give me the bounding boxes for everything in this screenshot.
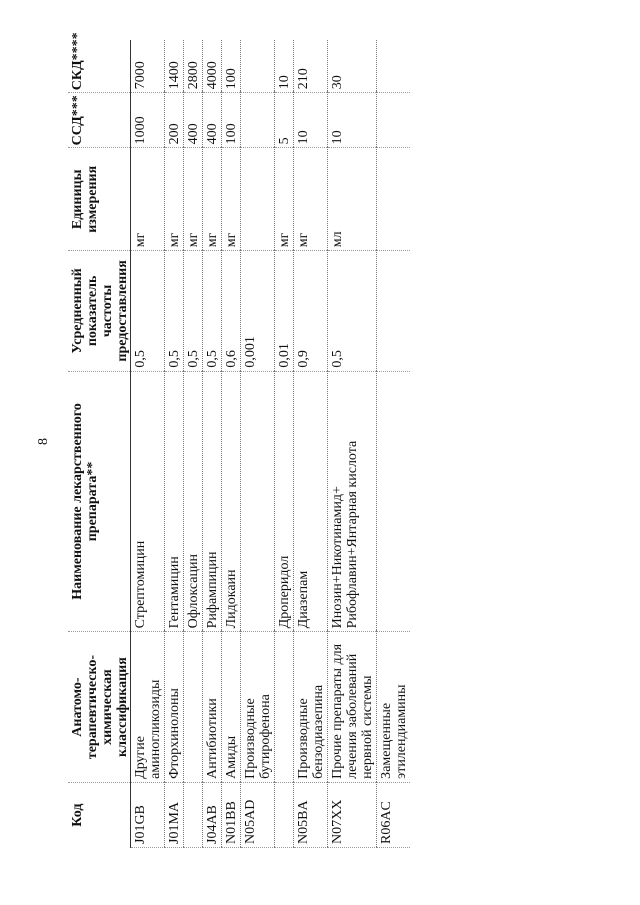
cell-frequency: 0,5 [328, 251, 377, 371]
cell-code [275, 782, 294, 847]
table-row [377, 40, 411, 848]
cell-ssd: 400 [184, 93, 203, 148]
cell-frequency: 0,5 [131, 251, 165, 371]
cell-skd [241, 40, 275, 93]
cell-frequency: 0,6 [222, 251, 241, 371]
drug-table [68, 32, 410, 848]
cell-skd: 1400 [165, 40, 184, 93]
cell-ssd: 1000 [131, 93, 165, 148]
cell-unit [241, 148, 275, 251]
cell-frequency: 0,5 [203, 251, 222, 371]
cell-classification: Другие аминогликозиды [131, 632, 165, 782]
cell-unit: мг [203, 148, 222, 251]
cell-unit: мг [275, 148, 294, 251]
header-ssd: ССД*** [68, 93, 131, 148]
cell-skd: 210 [294, 40, 328, 93]
rotated-page-content [68, 32, 568, 848]
table-row [222, 40, 241, 848]
cell-skd: 10 [275, 40, 294, 93]
cell-frequency [377, 251, 411, 371]
cell-code: N05AD [241, 782, 275, 847]
cell-drug: Стрептомицин [131, 371, 165, 632]
cell-drug: Офлоксацин [184, 371, 203, 632]
cell-skd: 2800 [184, 40, 203, 93]
cell-drug: Дроперидол [275, 371, 294, 632]
header-classification: Анатомо-терапевтическо-химическая классификация [68, 632, 131, 782]
cell-code: J01MA [165, 782, 184, 847]
table-row [328, 40, 377, 848]
cell-unit: мг [184, 148, 203, 251]
table-header-row [68, 40, 131, 848]
cell-drug: Гентамицин [165, 371, 184, 632]
table-row [294, 40, 328, 848]
cell-unit: мг [131, 148, 165, 251]
cell-code: N07XX [328, 782, 377, 847]
cell-skd: 7000 [131, 40, 165, 93]
cell-classification: Производные бензодиазепина [294, 632, 328, 782]
cell-ssd: 200 [165, 93, 184, 148]
header-drug: Наименование лекарственного препарата** [68, 371, 131, 632]
cell-frequency: 0,5 [165, 251, 184, 371]
cell-ssd [377, 93, 411, 148]
cell-classification: Амиды [222, 632, 241, 782]
cell-code: R06AC [377, 782, 411, 847]
cell-ssd: 10 [328, 93, 377, 148]
cell-drug: Инозин+Никотинамид+ Рибофлавин+Янтарная кислота [328, 371, 377, 632]
cell-skd: 30 [328, 40, 377, 93]
cell-unit: мл [328, 148, 377, 251]
cell-code: J04AB [203, 782, 222, 847]
cell-classification: Замещенные этилендиамины [377, 632, 411, 782]
table-row [165, 40, 184, 848]
cell-drug [377, 371, 411, 632]
page-number: 8 [36, 438, 51, 445]
cell-ssd: 100 [222, 93, 241, 148]
cell-code: J01GB [131, 782, 165, 847]
cell-skd [377, 40, 411, 93]
cell-drug: Диазепам [294, 371, 328, 632]
cell-classification: Прочие препараты для лечения заболеваний нервной системы [328, 632, 377, 782]
header-frequency: Усредненный показатель частоты предоставления [68, 251, 131, 371]
header-unit: Единицы измерения [68, 148, 131, 251]
cell-classification [184, 632, 203, 782]
cell-code [184, 782, 203, 847]
cell-code: N05BA [294, 782, 328, 847]
cell-ssd: 5 [275, 93, 294, 148]
cell-unit: мг [165, 148, 184, 251]
cell-classification [275, 632, 294, 782]
cell-ssd: 10 [294, 93, 328, 148]
cell-unit [377, 148, 411, 251]
cell-code: N01BB [222, 782, 241, 847]
cell-frequency: 0,5 [184, 251, 203, 371]
table-row [131, 40, 165, 848]
table-row [184, 40, 203, 848]
cell-unit: мг [294, 148, 328, 251]
cell-drug [241, 371, 275, 632]
cell-drug: Лидокаин [222, 371, 241, 632]
cell-frequency: 0,9 [294, 251, 328, 371]
cell-unit: мг [222, 148, 241, 251]
cell-drug: Рифампицин [203, 371, 222, 632]
cell-frequency: 0,001 [241, 251, 275, 371]
header-skd: СКД**** [68, 40, 131, 93]
cell-ssd [241, 93, 275, 148]
cell-frequency: 0,01 [275, 251, 294, 371]
cell-classification: Производные бутирофенона [241, 632, 275, 782]
cell-classification: Фторхинолоны [165, 632, 184, 782]
table-row [203, 40, 222, 848]
cell-ssd: 400 [203, 93, 222, 148]
table-row [275, 40, 294, 848]
header-code: Код [68, 782, 131, 847]
cell-classification: Антибиотики [203, 632, 222, 782]
table-row [241, 40, 275, 848]
cell-skd: 100 [222, 40, 241, 93]
cell-skd: 4000 [203, 40, 222, 93]
